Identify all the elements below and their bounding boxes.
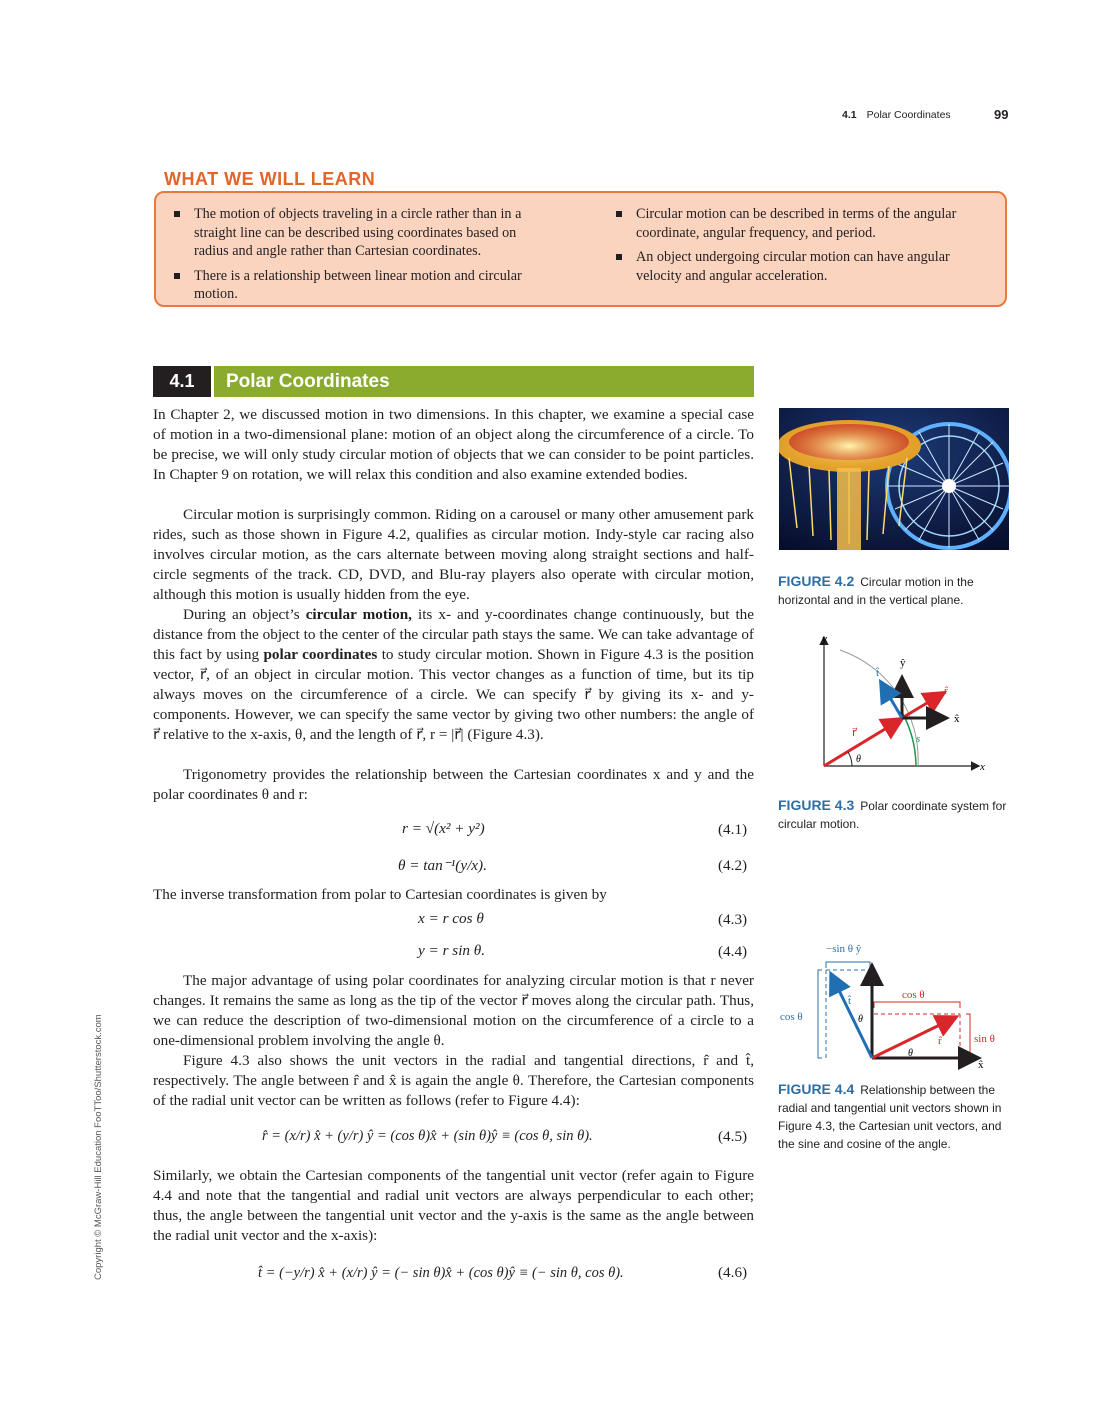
learn-title: WHAT WE WILL LEARN (164, 169, 376, 189)
label-x-hat: x̂ (978, 1059, 984, 1071)
label-t-hat: t̂ (848, 995, 852, 1007)
label-s: s (916, 733, 921, 745)
equation-4-3: x = r cos θ (418, 910, 484, 927)
learn-item: The motion of objects traveling in a circle rather than in a straight line can be described using coordinates based on radius and angle rather than Cartesian coordinates. (170, 205, 550, 261)
equation-4-4: y = r sin θ. (418, 942, 486, 959)
r-hat-vector (902, 694, 942, 718)
section-title: Polar Coordinates (214, 366, 754, 397)
equation-number: (4.4) (718, 943, 748, 960)
fig42-label: FIGURE 4.2 (778, 573, 855, 589)
label-r-vector: r⃗ (852, 727, 857, 739)
term-circular-motion: circular motion, (305, 606, 412, 623)
equation-4-5: r̂ = (x/r) x̂ + (y/r) ŷ = (cos θ)x̂ + (sin θ)ŷ ≡ (cos θ, sin θ). (262, 1128, 593, 1144)
label-minus-sin: −sin θ ŷ (826, 943, 862, 955)
paragraph: Similarly, we obtain the Cartesian components of the tangential unit vector (refer again to Figure 4.4 and note that the tangential and radial unit vectors are always perpendicular to each other; thus, the angle between the tangential unit vector and the y-axis is the same as the angle between the radial unit vector and the x-axis): (153, 1167, 754, 1244)
equation-4-6: t̂ = (−y/r) x̂ + (x/r) ŷ = (− sin θ)x̂ + (cos θ)ŷ ≡ (− sin θ, cos θ). (258, 1265, 624, 1281)
equation-number: (4.5) (718, 1128, 748, 1145)
section-heading (153, 366, 754, 397)
fig44-label: FIGURE 4.4 (778, 1081, 855, 1097)
header-section-number: 4.1 (842, 109, 857, 121)
learn-item: An object undergoing circular motion can have angular velocity and angular acceleration. (612, 248, 990, 285)
label-r-hat: r̂ (944, 685, 948, 697)
label-x-hat: x̂ (954, 713, 960, 725)
fig43-diagram (800, 628, 1000, 778)
label-x: x (980, 761, 985, 773)
header-section-title: Polar Coordinates (866, 109, 951, 121)
learn-list-right (612, 205, 990, 291)
fig42-photo (779, 408, 1009, 550)
label-theta-top: θ (858, 1014, 863, 1025)
paragraph (153, 1051, 754, 1111)
equation-number: (4.6) (718, 1264, 748, 1281)
equation-4-1: r = √(x² + y²) (402, 820, 485, 837)
fig43-caption (778, 796, 1013, 833)
learn-list-left (170, 205, 550, 310)
paragraph: The inverse transformation from polar to Cartesian coordinates is given by (153, 886, 607, 903)
fig42-caption-text: Circular motion in the horizontal and in the vertical plane. (778, 575, 974, 607)
copyright-credit: Copyright © McGraw-Hill Education FooTToo/Shutterstock.com (93, 1014, 104, 1280)
learn-item: Circular motion can be described in terms of the angular coordinate, angular frequency, and period. (612, 205, 990, 242)
fig43-caption-text: Polar coordinate system for circular motion. (778, 799, 1007, 831)
equation-number: (4.2) (718, 857, 748, 874)
running-header (842, 109, 951, 121)
label-sin-right: sin θ (974, 1033, 995, 1045)
label-cos-top: cos θ (902, 989, 925, 1001)
equation-number: (4.1) (718, 821, 748, 838)
equation-4-2: θ = tan⁻¹(y/x). (398, 857, 487, 874)
label-theta-bottom: θ (908, 1048, 913, 1059)
paragraph (153, 505, 754, 605)
r-hat-vector (872, 1018, 954, 1058)
paragraph (153, 605, 754, 745)
fig44-caption (778, 1080, 1013, 1153)
paragraph-text: Trigonometry provides the relationship between the Cartesian coordinates x and y and the polar coordinates θ and r: (153, 766, 754, 803)
label-y-hat: ŷ (900, 657, 906, 669)
r-vector (824, 720, 900, 766)
paragraph-text: to study circular motion. Shown in Figure 4.3 is the position vector, r⃗, of an object in circular motion. This vector changes as a function of time, but its tip always moves on the circumference of a circle. We can specify r⃗ by giving its x- and y-components. However, we can specify the same vector by giving two other numbers: the angle of r⃗ relative to the x-axis, θ, and the length of r⃗, r = |r⃗| (Figure 4.3). (153, 646, 755, 743)
fig43-label: FIGURE 4.3 (778, 797, 855, 813)
label-theta: θ (856, 754, 861, 765)
paragraph (153, 971, 754, 1051)
fig44-caption-text: Relationship between the radial and tangential unit vectors shown in Figure 4.3, the Cartesian unit vectors, and the sine and cosine of the angle. (778, 1083, 1002, 1151)
paragraph (153, 765, 754, 805)
fig44-diagram (778, 938, 1010, 1072)
equation-number: (4.3) (718, 911, 748, 928)
term-polar-coordinates: polar coordinates (263, 646, 378, 663)
paragraph-text: The major advantage of using polar coordinates for analyzing circular motion is that r never changes. It remains the same as long as the tip of the vector r⃗ moves along the circular path. Thus, we can reduce the description of two-dimensional motion on the circumference of a circle to a one-dimensional problem involving the angle θ. (153, 972, 754, 1049)
label-cos-left: cos θ (780, 1011, 803, 1023)
paragraph-text: its x- and y-coordinates change continuously, but the distance from the object to the center of the circular path stays the same. We can take advantage of this fact by using (153, 606, 754, 663)
t-hat-vector (882, 684, 902, 718)
label-y: y (822, 633, 827, 645)
learn-item: There is a relationship between linear motion and circular motion. (170, 267, 550, 304)
paragraph-text: During an object’s (183, 606, 306, 623)
learn-box (154, 191, 1007, 307)
label-t-hat: t̂ (876, 667, 880, 679)
fig42-caption (778, 572, 1013, 609)
section-number: 4.1 (153, 366, 211, 397)
paragraph-text: Circular motion is surprisingly common. Riding on a carousel or many other amusement park rides, such as those shown in Figure 4.2, qualifies as circular motion. Indy-style car racing also involves circular motion, as the cars alternate between moving along straight sections and half-circle segments of the track. CD, DVD, and Blu-ray players also operate with circular motion, although this motion is usually hidden from the eye. (153, 506, 754, 603)
label-r-hat: r̂ (938, 1035, 942, 1047)
paragraph: In Chapter 2, we discussed motion in two dimensions. In this chapter, we examine a special case of motion in a two-dimensional plane: motion of an object along the circumference of a circle. To be precise, we will only study circular motion of objects that we can consider to be point particles. In Chapter 9 on rotation, we will relax this condition and also examine extended bodies. (153, 406, 754, 483)
arc-s (903, 714, 916, 766)
t-hat-vector (832, 976, 872, 1058)
page-number: 99 (994, 107, 1009, 122)
paragraph-text: Figure 4.3 also shows the unit vectors in the radial and tangential directions, r̂ and t̂, respectively. The angle between r̂ and x̂ is again the angle θ. Therefore, the Cartesian components of the radial unit vector can be written as follows (refer to Figure 4.4): (153, 1052, 754, 1109)
